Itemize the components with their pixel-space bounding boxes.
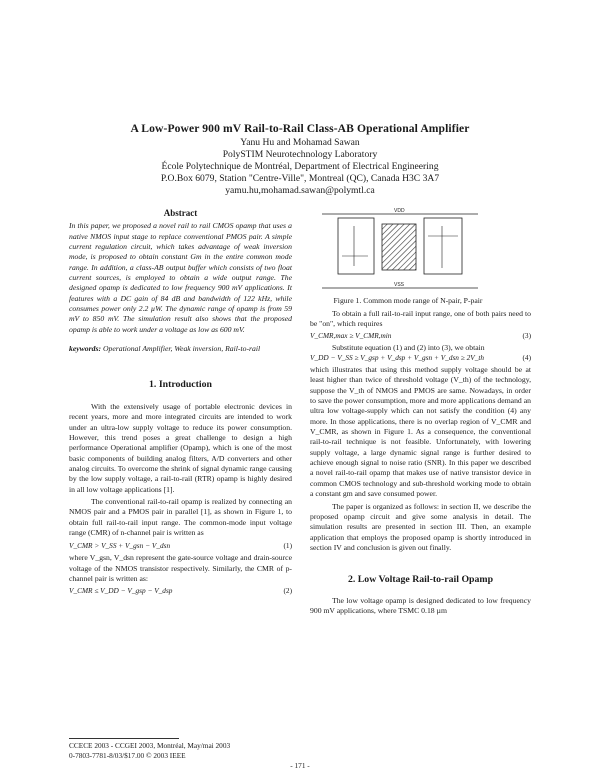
equation-3-body: V_CMR,max ≥ V_CMR,min xyxy=(310,330,392,340)
page-number: - 171 - xyxy=(290,761,310,770)
equation-1-number: (1) xyxy=(283,541,292,551)
equation-4-body: V_DD − V_SS ≥ V_gsp + V_dsp + V_gsn + V_dsn ≥ 2V_th xyxy=(310,353,485,363)
section-1-paragraph-3: where V_gsn, V_dsn represent the gate-source voltage and drain-source voltage of the NMOS transistor respectively. Similarly, the CMR of p-channel pair is written as: xyxy=(69,553,292,583)
right-paragraph-3: which illustrates that using this method supply voltage should be at least higher than twice of threshold voltage (V_th) of the technology, suppose the V_th of NMOS and PMOS are same. Nowadays, in order to save the power consumption, more and more applications demand an ultra low voltage-supply which can not satisfy the condition (4) any more. In those applications, there is no overlap region of V_CMR and V_CMR, as shown in Figure 1. As a consequence, the conventional rail-to-rail technique is not feasible. Unfortunately, with lowering supply voltage, a large dynamic signal range is further desired to achieve enough signal to noise ratio (SNR). In this paper we described a novel rail-to-rail opamp that makes use of native transistor device in common CMOS technology and sub-threshold working mode to obtain a constant gm and save consumed power. xyxy=(310,365,531,499)
equation-2-number: (2) xyxy=(283,586,292,596)
equation-3 xyxy=(310,331,531,343)
section-1-paragraph-2: The conventional rail-to-rail opamp is realized by connecting an NMOS pair and a PMOS pair in parallel [1], as shown in Figure 1, to obtain full rail-to-rail input range. The common-mode input voltage range (CMR) of n-channel pair is written as xyxy=(69,496,292,537)
figure-1-diagram xyxy=(320,206,480,292)
figure-1 xyxy=(320,206,480,292)
footer-copyright: 0-7803-7781-8/03/$17.00 © 2003 IEEE xyxy=(69,751,186,760)
equation-1 xyxy=(69,541,292,553)
footnote-rule xyxy=(69,738,179,739)
figure-1-caption: Figure 1. Common mode range of N-pair, P-pair xyxy=(333,296,483,305)
abstract-text: In this paper, we proposed a novel rail to rail CMOS opamp that uses a native NMOS input stage to replace conventional PMOS pair. A simple current regulation circuit, which takes advantage of weak inversion mode, is proposed to obtain constant Gm in the entire common mode range. In addition, a class-AB output buffer which consists of two float current sources, is employed to obtain a wide output range. The designed opamp is dedicated to low frequency 900 mV applications. It features with a DC gain of 84 dB and bandwidth of 122 kHz, while consumes power only 2.2 µW. The dynamic range of opamp is from 59 mV to 850 mV. The simulation result also shows that the proposed opamp is able to work under a voltage as low as 600 mV. xyxy=(69,221,292,334)
vss-label: VSS xyxy=(394,282,405,288)
right-column xyxy=(310,309,531,616)
equation-3-number: (3) xyxy=(522,330,531,340)
pmos-region xyxy=(424,218,462,274)
section-1-heading: 1. Introduction xyxy=(149,379,212,391)
affiliation-email: yamu.hu,mohamad.sawan@polymtl.ca xyxy=(225,185,375,196)
vdd-label: VDD xyxy=(394,208,405,214)
right-paragraph-1: To obtain a full rail-to-rail input range, one of both pairs need to be "on", which requires xyxy=(310,309,531,329)
section-2-paragraph-1: The low voltage opamp is designed dedicated to low frequency 900 mV applications, where TSMC 0.18 µm xyxy=(310,595,531,615)
left-column xyxy=(69,208,292,598)
right-paragraph-4: The paper is organized as follows: in section II, we describe the proposed opamp circuit and give some analysis in detail. The simulation results are presented in section III. Then, an example application that employs the proposed opamp is shortly introduced in section IV and conclusion is given out finally. xyxy=(310,501,531,552)
paper-authors: Yanu Hu and Mohamad Sawan xyxy=(240,137,360,148)
keywords-label: keywords: xyxy=(69,344,102,354)
equation-2 xyxy=(69,586,292,598)
abstract-heading: Abstract xyxy=(163,208,198,218)
paper-title: A Low-Power 900 mV Rail-to-Rail Class-AB Operational Amplifier xyxy=(130,122,470,135)
equation-4-number: (4) xyxy=(522,353,531,363)
right-paragraph-2: Substitute equation (1) and (2) into (3), we obtain xyxy=(332,342,485,352)
equation-1-body: V_CMR > V_SS + V_gsn − V_dsn xyxy=(69,541,171,551)
equation-4 xyxy=(310,353,531,365)
affiliation-lab: PolySTIM Neurotechnology Laboratory xyxy=(222,149,378,160)
affiliation-department: École Polytechnique de Montréal, Department of Electrical Engineering xyxy=(161,161,439,172)
section-1-paragraph-1: With the extensively usage of portable electronic devices in recent years, more and more integrated circuits are intended to work under an ultra-low supply voltage to reduce its power consumption. However, this trend poses a great challenge to design a high performance Operational amplifier (Opamp), which is one of the most basic components of building analog filters, A/D converters and other analog circuits. To overcome the shrink of signal dynamic range causing by the low supply voltage, a rail-to-rail (RTR) opamp is highly desired in all low voltage applications [1]. xyxy=(69,401,292,494)
affiliation-address: P.O.Box 6079, Station "Centre-Ville", Montreal (QC), Canada H3C 3A7 xyxy=(160,173,440,184)
footer-conference: CCECE 2003 - CCGEI 2003, Montréal, May/mai 2003 xyxy=(69,741,231,750)
keywords xyxy=(69,344,292,354)
equation-2-body: V_CMR ≤ V_DD − V_gsp − V_dsp xyxy=(69,586,173,596)
overlap-region xyxy=(382,224,416,270)
section-2-heading: 2. Low Voltage Rail-to-rail Opamp xyxy=(347,574,494,586)
nmos-region xyxy=(338,218,374,274)
keywords-text: Operational Amplifier, Weak inversion, Rail-to-rail xyxy=(102,344,261,354)
